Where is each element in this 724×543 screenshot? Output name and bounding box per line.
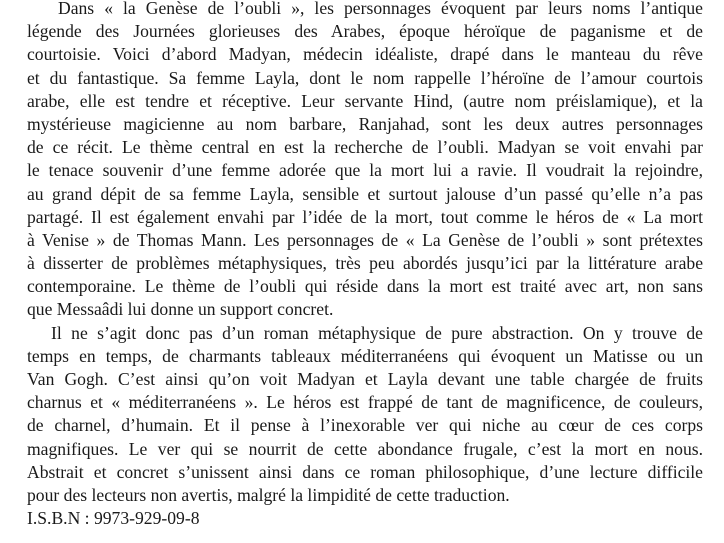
text-line: Van Gogh. C’est ainsi qu’on voit Madyan et Layla devant une table chargée de fruits bbox=[27, 369, 703, 389]
paragraph-1 bbox=[27, 0, 703, 322]
text-line: à Venise » de Thomas Mann. Les personnages de « La Genèse de l’oubli » sont prétextes bbox=[27, 229, 703, 250]
text-line: magnifiques. Le ver qui se nourrit de cette abondance frugale, c’est la mort en nous. bbox=[27, 438, 703, 459]
text-line: courtoisie. Voici d’abord Madyan, médecin idéaliste, drapé dans le manteau du rêve bbox=[27, 44, 703, 65]
text-line: Dans « la Genèse de l’oubli », les personnages évoquent par leurs noms l’antique bbox=[58, 0, 703, 18]
text-line: charnus et « méditerranéens ». Le héros est frappé de tant de magnificence, de couleurs, bbox=[27, 392, 703, 413]
text-line: de ce récit. Le thème central en est la recherche de l’oubli. Madyan se voit envahi par bbox=[27, 137, 703, 158]
text-line: partagé. Il est également envahi par l’idée de la mort, tout comme le héros de « La mort bbox=[27, 206, 703, 227]
text-line: mystérieuse magicienne au nom barbare, Ranjahad, sont les deux autres personnages bbox=[27, 113, 703, 134]
text-line: Abstrait et concret s’unissent ainsi dans ce roman philosophique, d’une lecture difficile bbox=[27, 461, 703, 482]
text-line: et du fantastique. Sa femme Layla, dont le nom rappelle l’héroïne de l’amour courtois bbox=[27, 67, 703, 88]
text-line: arabe, elle est tendre et réceptive. Leur servante Hind, (autre nom préislamique), et la bbox=[27, 90, 703, 111]
document-page bbox=[27, 0, 703, 530]
text-line: que Messaâdi lui donne un support concret. bbox=[27, 299, 334, 320]
text-line: légende des Journées glorieuses des Arabes, époque héroïque de paganisme et de bbox=[27, 21, 703, 42]
text-line: de charnel, d’humain. Et il pense à l’inexorable ver qui niche au cœur de ces corps bbox=[27, 415, 703, 436]
text-line: à disserter de problèmes métaphysiques, très peu abordés jusqu’ici par la littérature arabe bbox=[27, 253, 703, 274]
paragraph-2 bbox=[27, 322, 703, 508]
text-line: le tenace souvenir d’une femme adorée que la mort lui a ravie. Il voudrait la rejoindre, bbox=[27, 160, 703, 181]
text-line: pour des lecteurs non avertis, malgré la limpidité de cette traduction. bbox=[27, 484, 510, 505]
isbn-line: I.S.B.N : 9973-929-09-8 bbox=[27, 508, 200, 529]
text-line: contemporaine. Le thème de l’oubli qui réside dans la mort est traité avec art, non sans bbox=[27, 276, 703, 297]
text-line: au grand dépit de sa femme Layla, sensible et surtout jalouse d’un passé qu’elle n’a pas bbox=[27, 183, 703, 204]
text-line: temps en temps, de charmants tableaux méditerranéens qui évoquent un Matisse ou un bbox=[27, 345, 703, 366]
text-line: Il ne s’agit donc pas d’un roman métaphysique de pure abstraction. On y trouve de bbox=[51, 322, 703, 343]
